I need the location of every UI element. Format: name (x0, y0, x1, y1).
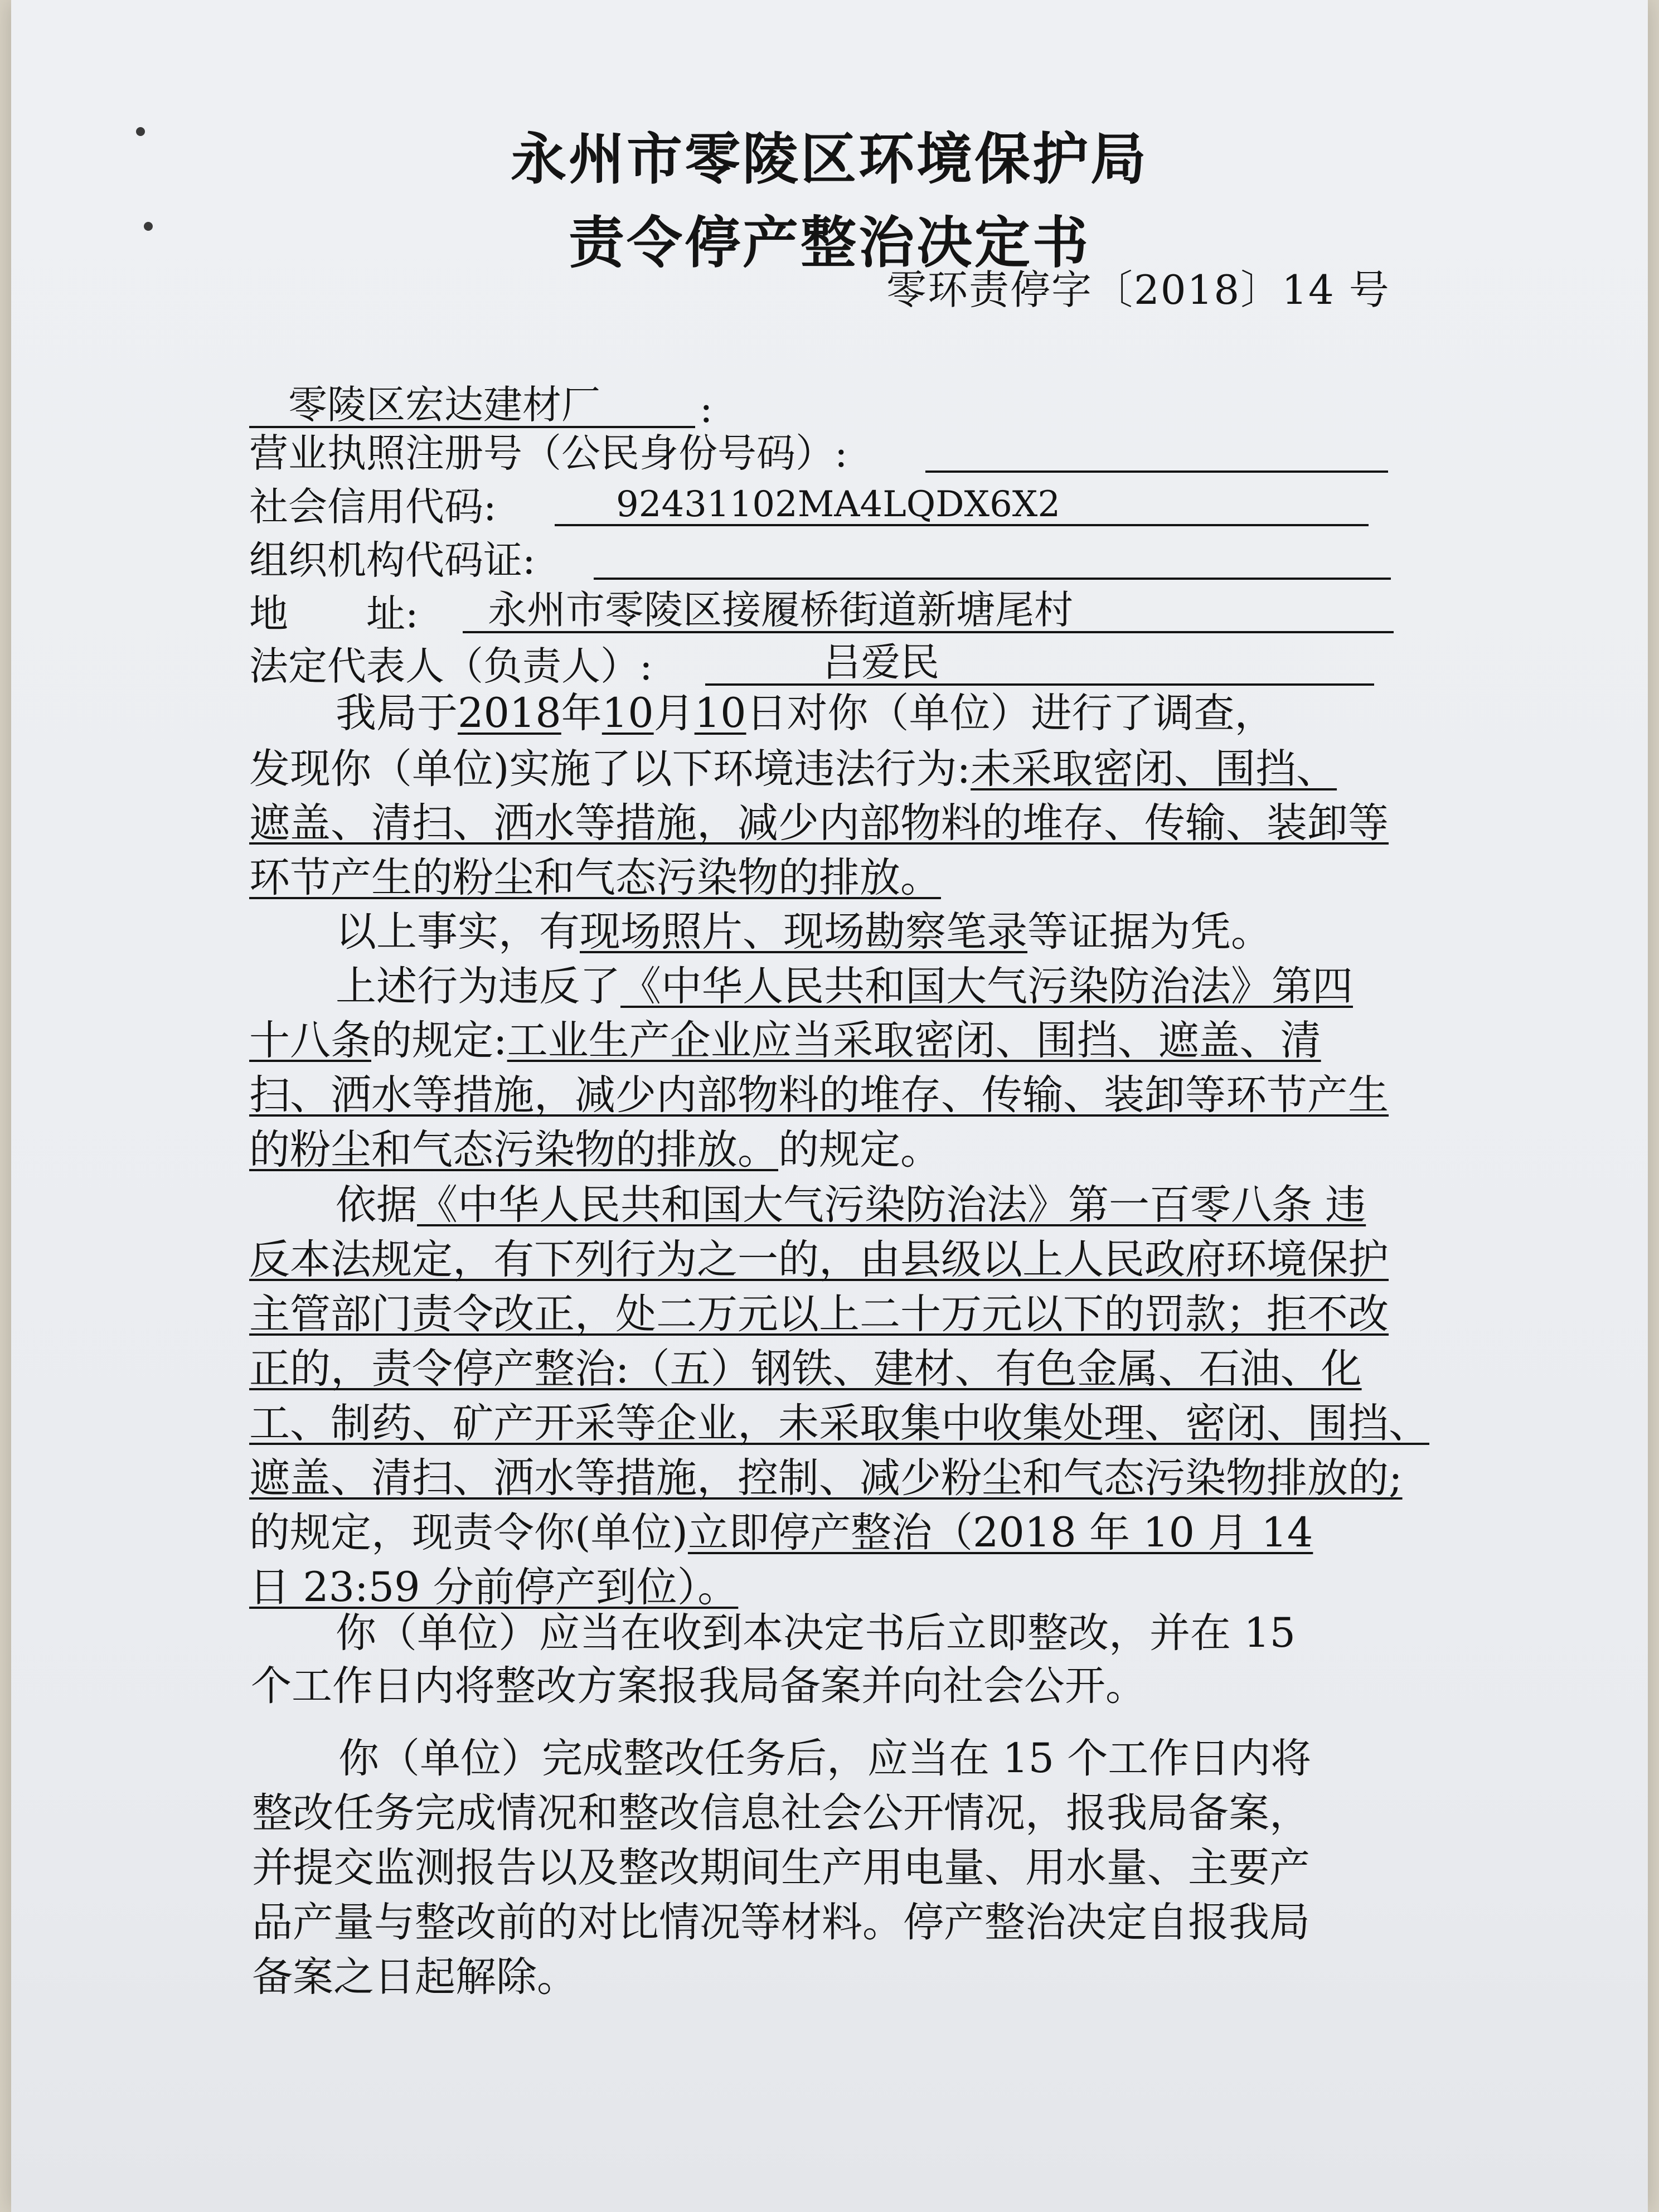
para6-line3: 并提交监测报告以及整改期间生产用电量、用水量、主要产 (252, 1844, 1310, 1891)
para3-text-b: 的规定: (371, 1017, 507, 1064)
order-text-1: 立即停产整治（2018 年 10 月 14 (687, 1509, 1313, 1556)
credit-code-value: 92431102MA4LQDX6X2 (616, 484, 1061, 525)
para2-line1 (249, 907, 1272, 957)
license-value (925, 428, 1388, 473)
investigation-year: 2018 (458, 690, 561, 737)
penalty-law-3: 主管部门责令改正，处二万元以上二十万元以下的罚款；拒不改 (249, 1291, 1389, 1338)
para1-line2 (249, 744, 1337, 794)
penalty-law-6: 遮盖、清扫、洒水等措施，控制、减少粉尘和气态污染物排放的; (249, 1454, 1403, 1502)
para3-line2 (249, 1016, 1321, 1066)
evidence-text: 现场照片、现场勘察笔录 (580, 908, 1027, 955)
para2-text-a: 以上事实，有 (336, 908, 580, 955)
para3-text-c: 的规定。 (778, 1126, 941, 1173)
para6-line1: 你（单位）完成整改任务后，应当在 15 个工作日内将 (338, 1735, 1312, 1782)
address-label: 地 址: (249, 591, 419, 637)
document-number: 零环责停字〔2018〕14 号 (886, 266, 1390, 313)
org-code-label: 组织机构代码证: (249, 537, 536, 583)
law-article: 十八条 (249, 1017, 371, 1064)
para4-text-a: 依据 (336, 1181, 417, 1229)
order-text-2: 日 23:59 分前停产到位）。 (249, 1564, 739, 1611)
credit-code-value-field (555, 482, 1369, 526)
org-code-value (594, 535, 1391, 580)
license-label: 营业执照注册号（公民身份号码）: (249, 430, 848, 476)
violation-text-1: 未采取密闭、围挡、 (971, 745, 1337, 793)
para5-line2: 个工作日内将整改方案报我局备案并向社会公开。 (251, 1662, 1146, 1710)
investigation-month: 10 (601, 690, 654, 737)
para1-text-a: 我局于 (336, 690, 458, 737)
recipient-name: 零陵区宏达建材厂 (288, 382, 600, 428)
para4-text-b: 的规定，现责令你(单位) (249, 1509, 688, 1556)
para1-text-b: 年 (561, 690, 602, 737)
law-cited-1: 《中华人民共和国大气污染防治法》第四 (620, 963, 1353, 1010)
recipient-name-field (249, 384, 695, 428)
violation-text-2: 遮盖、清扫、洒水等措施，减少内部物料的堆存、传输、装卸等 (249, 799, 1389, 847)
document-title: 责令停产整治决定书 (569, 210, 1090, 275)
law-content-2: 扫、洒水等措施，减少内部物料的堆存、传输、装卸等环节产生 (249, 1071, 1389, 1119)
para3-text-a: 上述行为违反了 (336, 963, 620, 1010)
legal-rep-value: 吕爱民 (822, 639, 939, 685)
legal-rep-label: 法定代表人（负责人）: (249, 643, 653, 689)
para1-text-d: 日对你（单位）进行了调查， (746, 690, 1275, 737)
violation-text-3: 环节产生的粉尘和气态污染物的排放。 (249, 854, 941, 901)
para6-line2: 整改任务完成情况和整改信息社会公开情况，报我局备案， (252, 1789, 1310, 1837)
address-value: 永州市零陵区接履桥街道新塘尾村 (488, 587, 1073, 633)
law-content-3: 的粉尘和气态污染物的排放。 (249, 1126, 778, 1173)
para1-text-e: 发现你（单位)实施了以下环境违法行为: (249, 745, 971, 793)
para1-text-c: 月 (653, 690, 695, 737)
credit-code-label: 社会信用代码: (249, 484, 497, 530)
para2-text-c: 等证据为凭。 (1027, 908, 1272, 955)
penalty-law-5: 工、制药、矿产开采等企业，未采取集中收集处理、密闭、围挡、 (249, 1400, 1429, 1447)
para4-line7 (249, 1508, 1313, 1558)
agency-title: 永州市零陵区环境保护局 (511, 127, 1148, 192)
recipient-colon: : (700, 386, 713, 431)
penalty-law-4: 正的，责令停产整治:（五）钢铁、建材、有色金属、石油、化 (249, 1345, 1362, 1393)
para5-line1: 你（单位）应当在收到本决定书后立即整改，并在 15 (336, 1609, 1296, 1657)
para6-line4: 品产量与整改前的对比情况等材料。停产整治决定自报我局 (252, 1899, 1310, 1946)
investigation-day: 10 (694, 690, 746, 737)
para3-line1 (249, 962, 1353, 1012)
legal-rep-value-field (705, 641, 1374, 686)
para6-line5: 备案之日起解除。 (252, 1953, 578, 2001)
law-content-1: 工业生产企业应当采取密闭、围挡、遮盖、清 (507, 1017, 1321, 1064)
penalty-law-1: 《中华人民共和国大气污染防治法》第一百零八条 违 (417, 1181, 1366, 1229)
para3-line4 (249, 1125, 941, 1175)
para4-line1 (249, 1180, 1366, 1230)
address-value-field (463, 589, 1394, 633)
para1-line1 (249, 688, 1275, 739)
penalty-law-2: 反本法规定，有下列行为之一的，由县级以上人民政府环境保护 (249, 1236, 1389, 1283)
